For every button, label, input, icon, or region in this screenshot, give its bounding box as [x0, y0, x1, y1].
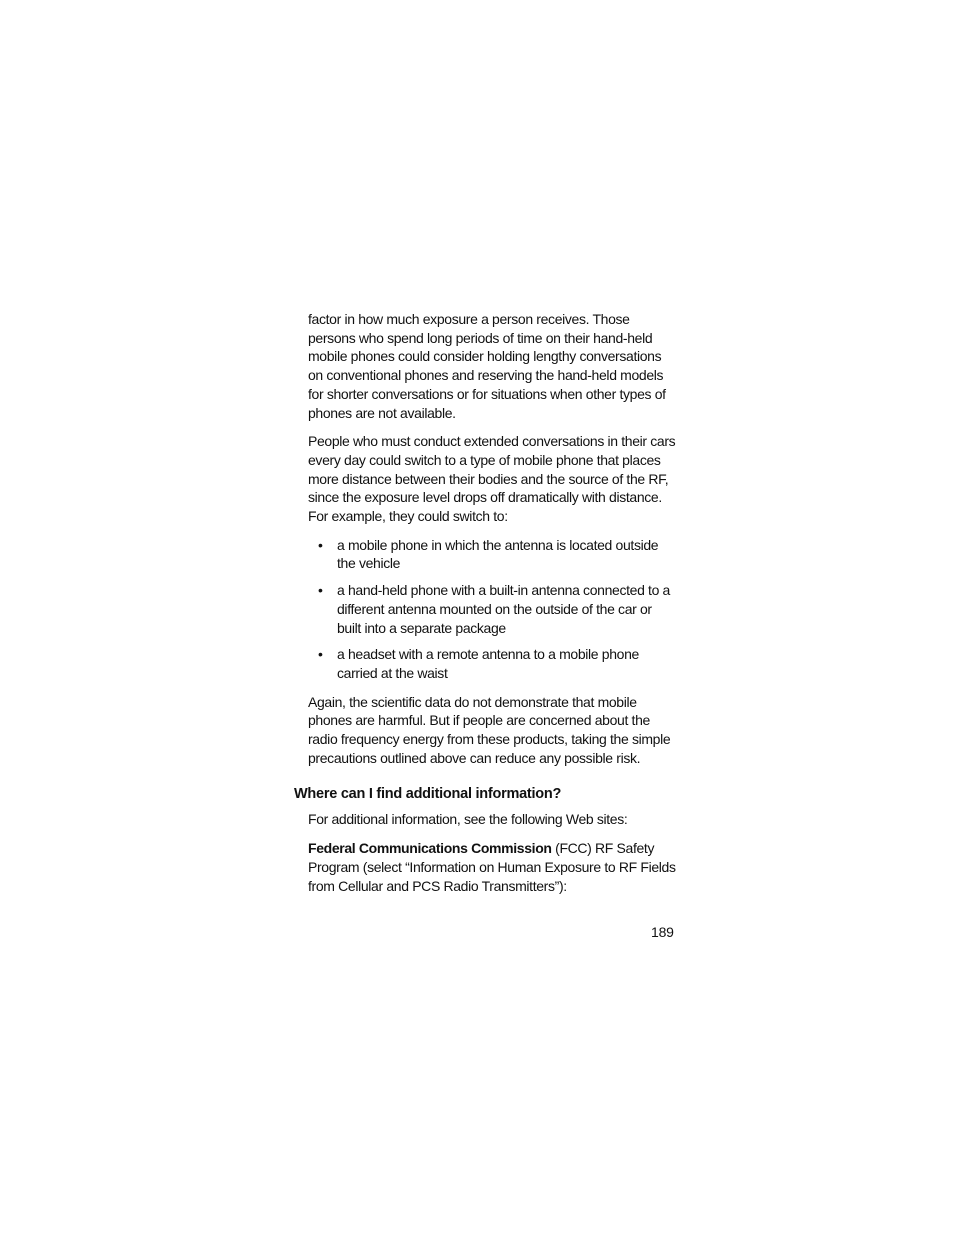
list-item-text: a hand-held phone with a built-in antenna connected to a different antenna mounted on the outside of the car or built into a separate package [337, 582, 670, 636]
fcc-description: (FCC) RF Safety Program (select “Information on Human Exposure to RF Fields from Cellular and PCS Radio Transmitters”): [308, 840, 676, 894]
bullet-icon: • [318, 582, 323, 599]
page-number: 189 [651, 924, 674, 940]
paragraph-additional-info: For additional information, see the following Web sites: [308, 811, 628, 828]
bullet-icon: • [318, 536, 323, 553]
paragraph-fcc [308, 839, 676, 895]
list-item [308, 536, 676, 573]
list-item-text: a mobile phone in which the antenna is located outside the vehicle [337, 536, 659, 572]
bullet-icon: • [318, 646, 323, 663]
text-column [294, 310, 676, 905]
paragraph-car-conversations: People who must conduct extended conversations in their cars every day could switch to a type of mobile phone that places more distance between their bodies and the source of the RF, since the exposure level drops off dramatically with distance. For example, they could switch to: [308, 433, 676, 525]
section-heading: Where can I find additional information? [294, 786, 562, 803]
paragraph-exposure-factor: factor in how much exposure a person receives. Those persons who spend long periods of time on their hand-held mobile phones could consider holding lengthy conversations on conventional phones and reserving the hand-held models for shorter conversations or for situations when other types of phones are not available. [308, 311, 666, 421]
list-item-text: a headset with a remote antenna to a mobile phone carried at the waist [337, 646, 639, 681]
fcc-name: Federal Communications Commission [308, 840, 552, 857]
list-item [308, 581, 676, 637]
phone-options-list [308, 536, 676, 683]
paragraph-scientific-data: Again, the scientific data do not demonstrate that mobile phones are harmful. But if people are concerned about the radio frequency energy from these products, taking the simple precautions outlined above can reduce any possible risk. [308, 693, 671, 766]
list-item [308, 645, 676, 682]
